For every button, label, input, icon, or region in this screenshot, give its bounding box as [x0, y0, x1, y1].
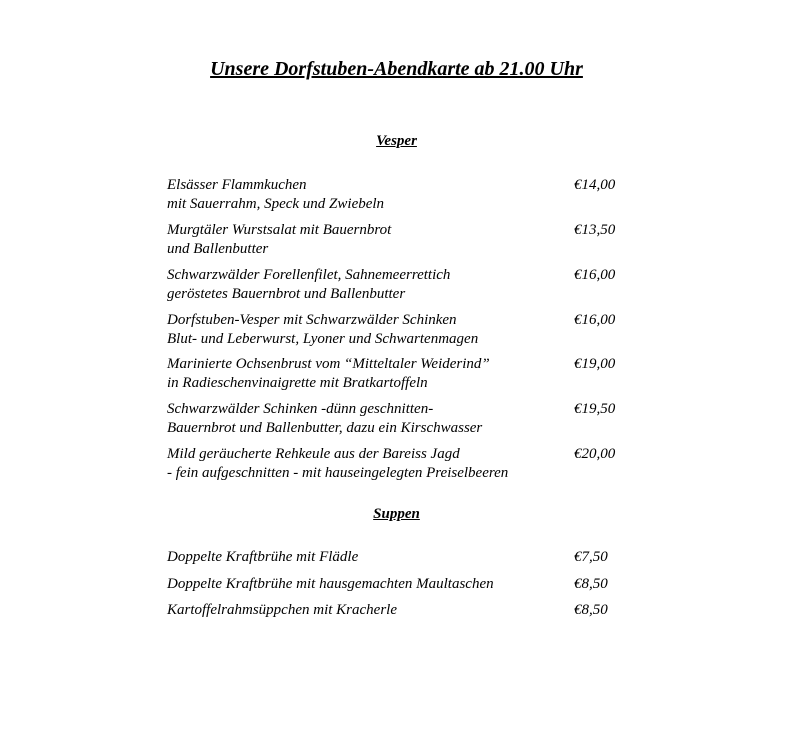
item-price: €14,00 — [574, 177, 616, 193]
item-name: Murgtäler Wurstsalat mit Bauernbrot — [167, 222, 392, 238]
menu-item — [167, 575, 627, 594]
item-name: Schwarzwälder Forellenfilet, Sahnemeerrettich — [167, 267, 451, 283]
page-title: Unsere Dorfstuben-Abendkarte ab 21.00 Uhr — [210, 58, 583, 80]
item-price: €7,50 — [574, 549, 608, 565]
item-description: und Ballenbutter — [167, 241, 269, 257]
item-name: Dorfstuben-Vesper mit Schwarzwälder Schinken — [167, 312, 457, 328]
item-price: €16,00 — [574, 312, 616, 328]
item-description: geröstetes Bauernbrot und Ballenbutter — [167, 286, 406, 302]
item-description: in Radieschenvinaigrette mit Bratkartoffeln — [167, 375, 428, 391]
item-description: mit Sauerrahm, Speck und Zwiebeln — [167, 196, 385, 212]
menu-item — [167, 266, 627, 304]
item-price: €8,50 — [574, 602, 608, 618]
item-name: Schwarzwälder Schinken -dünn geschnitten- — [167, 401, 434, 417]
item-name: Doppelte Kraftbrühe mit Flädle — [167, 549, 359, 565]
item-price: €19,00 — [574, 356, 616, 372]
item-name: Kartoffelrahmsüppchen mit Kracherle — [167, 602, 397, 618]
item-price: €19,50 — [574, 401, 616, 417]
menu-item — [167, 311, 627, 349]
menu-item — [167, 445, 627, 483]
item-name: Doppelte Kraftbrühe mit hausgemachten Maultaschen — [167, 576, 494, 592]
menu-item — [167, 176, 627, 214]
item-price: €20,00 — [574, 446, 616, 462]
item-price: €16,00 — [574, 267, 616, 283]
menu-item — [167, 400, 627, 438]
item-description: Blut- und Leberwurst, Lyoner und Schwartenmagen — [167, 331, 479, 347]
section-heading-vesper: Vesper — [376, 133, 417, 149]
item-price: €13,50 — [574, 222, 616, 238]
item-description: - fein aufgeschnitten - mit hauseingelegten Preiselbeeren — [167, 465, 509, 481]
item-name: Mild geräucherte Rehkeule aus der Bareiss Jagd — [167, 446, 460, 462]
item-name: Elsässer Flammkuchen — [167, 177, 307, 193]
menu-item — [167, 548, 627, 567]
item-description: Bauernbrot und Ballenbutter, dazu ein Kirschwasser — [167, 420, 483, 436]
item-price: €8,50 — [574, 576, 608, 592]
menu-item — [167, 601, 627, 620]
menu-item — [167, 355, 627, 393]
item-name: Marinierte Ochsenbrust vom “Mitteltaler Weiderind” — [167, 356, 490, 372]
menu-item — [167, 221, 627, 259]
section-heading-suppen: Suppen — [373, 506, 420, 522]
